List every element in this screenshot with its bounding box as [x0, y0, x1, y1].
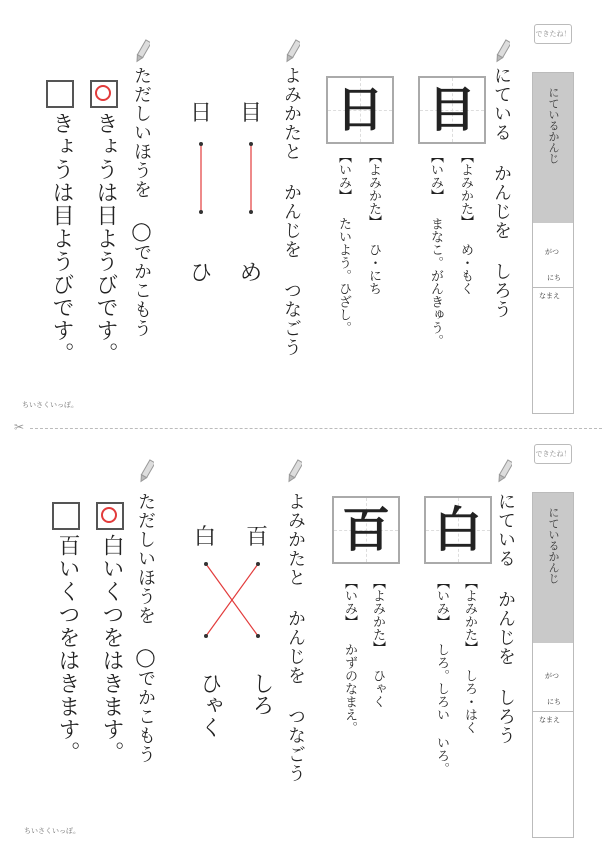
brand-logo: ちいさくいっぽ。: [24, 827, 80, 835]
brand-logo: ちいさくいっぽ。: [22, 401, 78, 409]
scissors-icon: ✂: [14, 420, 25, 434]
title-band: [533, 73, 573, 223]
title-band: [533, 493, 573, 643]
section3-title: ただしいほうを ◯でかこもう: [131, 66, 152, 338]
match-kanji-1: 目: [240, 101, 263, 126]
kanji-1-reading: 【よみかた】 しろ・はく: [462, 576, 477, 734]
kanji-char-2: 日: [335, 82, 384, 138]
match-lines: [196, 558, 268, 642]
match-reading-1: しろ: [249, 672, 274, 716]
section3-title: ただしいほうを ◯でかこもう: [135, 492, 156, 764]
circle-mark: [95, 85, 111, 101]
kanji-box-1: [424, 496, 492, 564]
choice-text-2: きょうは目ようびです。: [49, 112, 74, 365]
choice-text-1: きょうは日ようびです。: [93, 112, 118, 365]
choice-text-1: 白いくつをはきます。: [99, 534, 124, 764]
kanji-char-2: 百: [341, 502, 390, 558]
side-panel: [532, 72, 574, 414]
worksheet-2: [0, 430, 612, 850]
kanji-2-reading: 【よみかた】 ひゃく: [370, 576, 385, 708]
circle-mark: [101, 507, 117, 523]
choice-checkbox-2[interactable]: [46, 80, 74, 108]
pencil-icon: [140, 458, 154, 484]
name-label: なまえ: [539, 292, 560, 300]
kanji-1-meaning: 【いみ】 しろ。しろい いろ。: [434, 576, 449, 775]
dekita-stamp-box: できたね！: [534, 444, 572, 464]
kanji-char-1: 目: [427, 82, 476, 138]
kanji-1-meaning: 【いみ】 まなこ。がんきゅう。: [428, 150, 443, 347]
kanji-2-meaning: 【いみ】 かずのなまえ。: [342, 576, 357, 734]
side-panel: [532, 492, 574, 838]
day-label: にち: [547, 274, 561, 282]
kanji-box-2: [326, 76, 394, 144]
dekita-stamp-box: できたね！: [534, 24, 572, 44]
match-lines: [190, 136, 260, 226]
month-label: がつ: [545, 672, 559, 680]
match-kanji-2: 日: [190, 101, 213, 126]
choice-text-2: 百いくつをはきます。: [55, 534, 80, 764]
kanji-1-reading: 【よみかた】 め・もく: [458, 150, 473, 295]
match-reading-2: ひゃく: [197, 672, 222, 738]
kanji-2-reading: 【よみかた】 ひ・にち: [366, 150, 381, 295]
match-reading-2: ひ: [190, 261, 213, 286]
match-kanji-2: 白: [194, 525, 217, 550]
section2-title: よみかたと かんじを つなごう: [281, 66, 302, 357]
choice-checkbox-1[interactable]: [90, 80, 118, 108]
kanji-box-2: [332, 496, 400, 564]
section2-title: よみかたと かんじを つなごう: [285, 492, 306, 783]
choice-checkbox-2[interactable]: [52, 502, 80, 530]
side-title: にているかんじ: [547, 507, 560, 584]
name-label: なまえ: [539, 716, 560, 724]
match-kanji-1: 百: [246, 525, 269, 550]
cut-line: [30, 428, 602, 429]
pencil-icon: [136, 38, 150, 64]
day-label: にち: [547, 698, 561, 706]
pencil-icon: [496, 38, 510, 64]
section1-title: にている かんじを しろう: [495, 492, 516, 745]
worksheet-1: [0, 0, 612, 420]
kanji-box-1: [418, 76, 486, 144]
choice-checkbox-1[interactable]: [96, 502, 124, 530]
match-reading-1: め: [240, 261, 263, 286]
pencil-icon: [498, 458, 512, 484]
month-label: がつ: [545, 248, 559, 256]
pencil-icon: [288, 458, 302, 484]
kanji-2-meaning: 【いみ】 たいよう。ひざし。: [336, 150, 351, 334]
pencil-icon: [286, 38, 300, 64]
kanji-char-1: 白: [433, 502, 482, 558]
section1-title: にている かんじを しろう: [491, 66, 512, 319]
side-title: にているかんじ: [547, 87, 560, 164]
